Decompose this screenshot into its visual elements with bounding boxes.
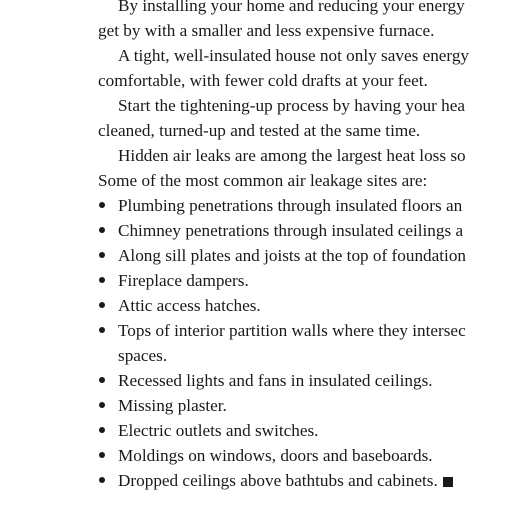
paragraph-line: comfortable, with fewer cold drafts at your feet. [98, 71, 428, 90]
list-item-text: Plumbing penetrations through insulated floors an [118, 196, 463, 215]
bullet-icon [99, 402, 105, 408]
list-item [98, 443, 512, 468]
bullet-icon [99, 477, 105, 483]
paragraph-line: get by with a smaller and less expensive furnace. [98, 21, 435, 40]
list-item [98, 193, 512, 218]
list-item-text: Dropped ceilings above bathtubs and cabinets. [118, 471, 438, 490]
paragraph-line: Start the tightening-up process by having your hea [118, 96, 466, 115]
list-item-text: Tops of interior partition walls where they intersec [118, 321, 466, 340]
list-item [98, 218, 512, 243]
list-item-text: Missing plaster. [118, 396, 227, 415]
article-body [98, 0, 512, 493]
list-item-text: spaces. [118, 346, 168, 365]
list-item-last-line [118, 468, 512, 493]
paragraph-tight-house [98, 43, 512, 93]
bullet-icon [99, 252, 105, 258]
list-item [98, 318, 512, 368]
paragraph-line: A tight, well-insulated house not only saves energy [118, 46, 470, 65]
list-item-text: Chimney penetrations through insulated ceilings a [118, 221, 464, 240]
list-item-text: Fireplace dampers. [118, 271, 249, 290]
list-item-text: Recessed lights and fans in insulated ceilings. [118, 371, 433, 390]
list-item [98, 243, 512, 268]
list-item [98, 293, 512, 318]
bullet-icon [99, 302, 105, 308]
list-item [98, 268, 512, 293]
list-item [98, 468, 512, 493]
list-item [98, 418, 512, 443]
bullet-icon [99, 377, 105, 383]
end-of-article-square-icon [443, 477, 453, 487]
list-item-text: Along sill plates and joists at the top of foundation [118, 246, 467, 265]
paragraph-line: Some of the most common air leakage sites are: [98, 171, 428, 190]
bullet-icon [99, 327, 105, 333]
paragraph-air-leaks [98, 143, 512, 193]
bullet-icon [99, 202, 105, 208]
bullet-icon [99, 277, 105, 283]
paragraph-line: By installing your home and reducing your energy [118, 0, 465, 15]
list-item-text: Moldings on windows, doors and baseboards. [118, 446, 433, 465]
air-leakage-sites-list [98, 193, 512, 493]
bullet-icon [99, 452, 105, 458]
list-item [98, 393, 512, 418]
paragraph-line: Hidden air leaks are among the largest heat loss so [118, 146, 466, 165]
list-item-text: Attic access hatches. [118, 296, 261, 315]
paragraph-tightening-process [98, 93, 512, 143]
paragraph-energy-reduction [98, 0, 512, 43]
bullet-icon [99, 427, 105, 433]
list-item [98, 368, 512, 393]
bullet-icon [99, 227, 105, 233]
list-item-text: Electric outlets and switches. [118, 421, 319, 440]
paragraph-line: cleaned, turned-up and tested at the same time. [98, 121, 421, 140]
